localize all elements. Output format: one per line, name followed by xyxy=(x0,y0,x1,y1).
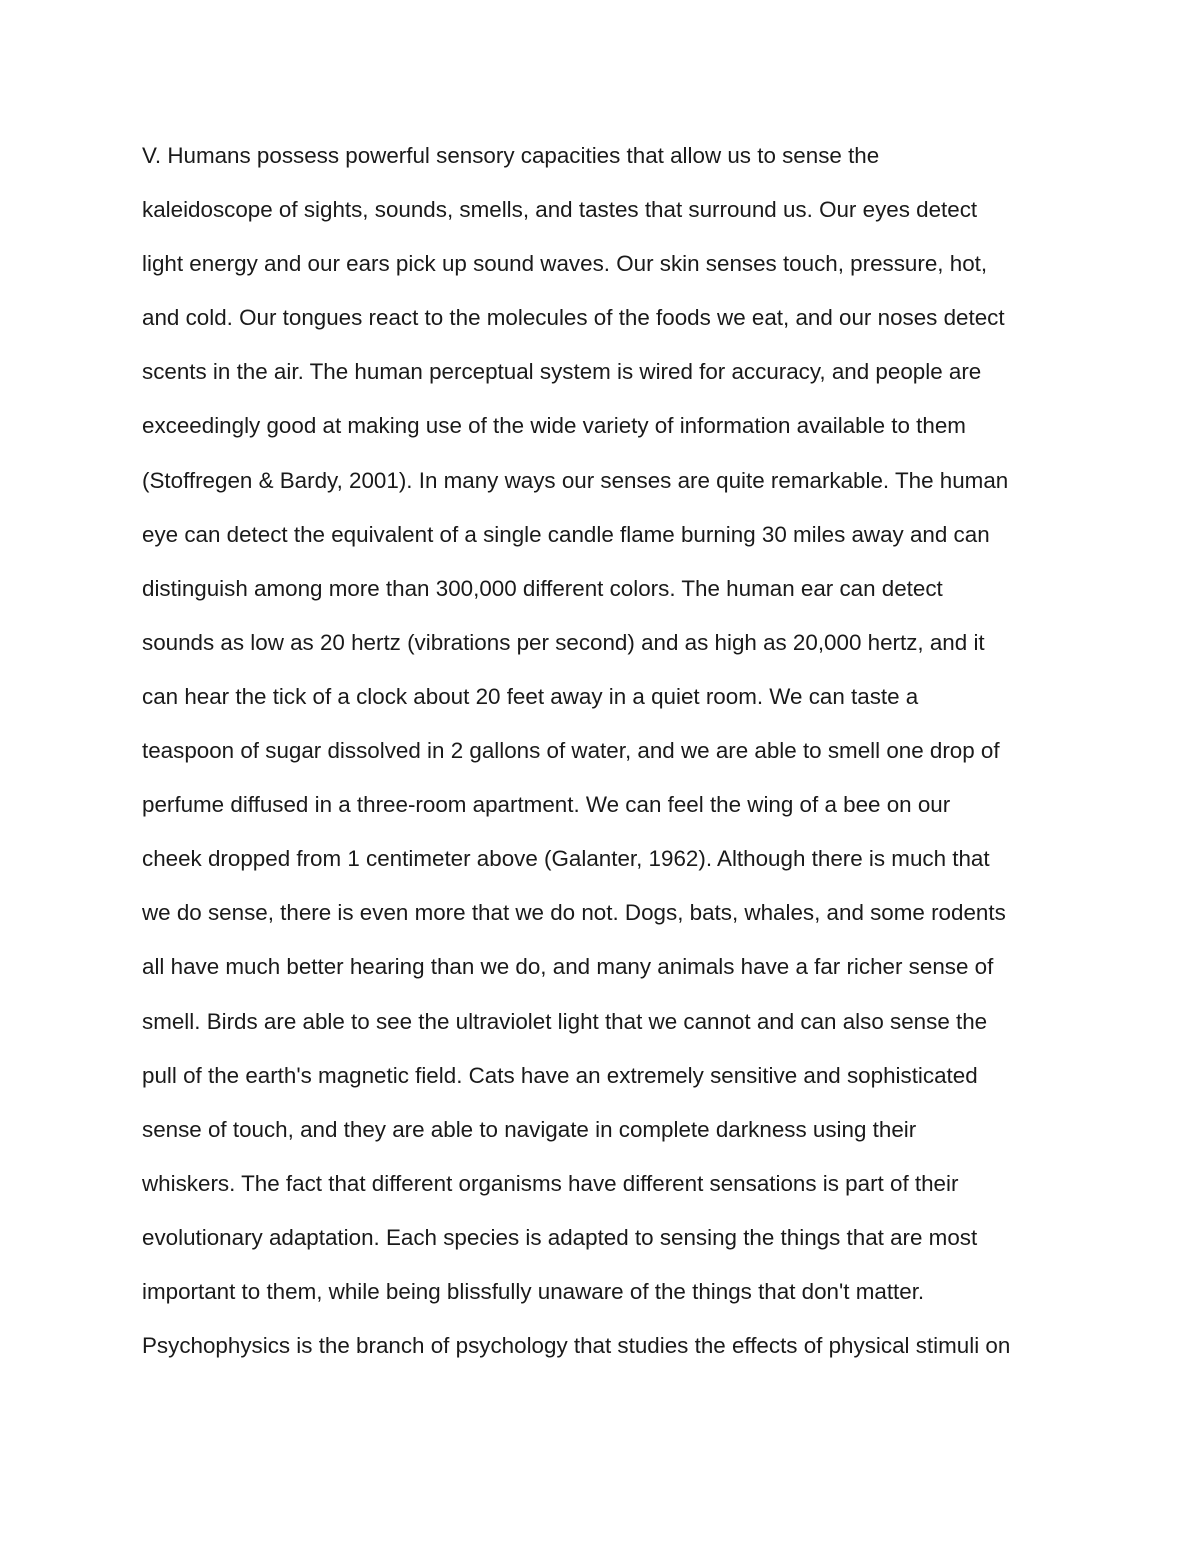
text-line: important to them, while being blissfully unaware of the things that don't matter. xyxy=(142,1278,925,1304)
text-line: (Stoffregen & Bardy, 2001). In many ways our senses are quite remarkable. The human xyxy=(142,467,1009,493)
text-line: distinguish among more than 300,000 different colors. The human ear can detect xyxy=(142,575,943,601)
text-line: sense of touch, and they are able to navigate in complete darkness using their xyxy=(142,1116,917,1142)
text-line: can hear the tick of a clock about 20 feet away in a quiet room. We can taste a xyxy=(142,683,919,709)
text-line: light energy and our ears pick up sound waves. Our skin senses touch, pressure, hot, xyxy=(142,251,988,277)
text-line: eye can detect the equivalent of a single candle flame burning 30 miles away and can xyxy=(142,521,990,547)
text-line: pull of the earth's magnetic field. Cats have an extremely sensitive and sophisticated xyxy=(142,1062,978,1088)
text-line: Psychophysics is the branch of psychology that studies the effects of physical stimuli on xyxy=(142,1333,1011,1359)
text-line: whiskers. The fact that different organisms have different sensations is part of their xyxy=(142,1170,959,1196)
text-line: kaleidoscope of sights, sounds, smells, and tastes that surround us. Our eyes detect xyxy=(142,197,978,223)
text-line: all have much better hearing than we do, and many animals have a far richer sense of xyxy=(142,954,994,980)
text-line: we do sense, there is even more that we do not. Dogs, bats, whales, and some rodents xyxy=(142,900,1006,926)
text-line: evolutionary adaptation. Each species is adapted to sensing the things that are most xyxy=(142,1224,978,1250)
text-line: cheek dropped from 1 centimeter above (Galanter, 1962). Although there is much that xyxy=(142,846,990,872)
body-paragraph xyxy=(142,141,1102,1385)
text-line: perfume diffused in a three-room apartment. We can feel the wing of a bee on our xyxy=(142,792,951,818)
text-line: exceedingly good at making use of the wide variety of information available to them xyxy=(142,413,966,439)
text-line: scents in the air. The human perceptual system is wired for accuracy, and people are xyxy=(142,359,982,385)
text-line: teaspoon of sugar dissolved in 2 gallons of water, and we are able to smell one drop of xyxy=(142,738,1000,764)
text-line: smell. Birds are able to see the ultraviolet light that we cannot and can also sense the xyxy=(142,1008,988,1034)
text-line: sounds as low as 20 hertz (vibrations per second) and as high as 20,000 hertz, and it xyxy=(142,629,985,655)
text-line: and cold. Our tongues react to the molecules of the foods we eat, and our noses detect xyxy=(142,305,1005,331)
text-line: V. Humans possess powerful sensory capacities that allow us to sense the xyxy=(142,143,880,168)
